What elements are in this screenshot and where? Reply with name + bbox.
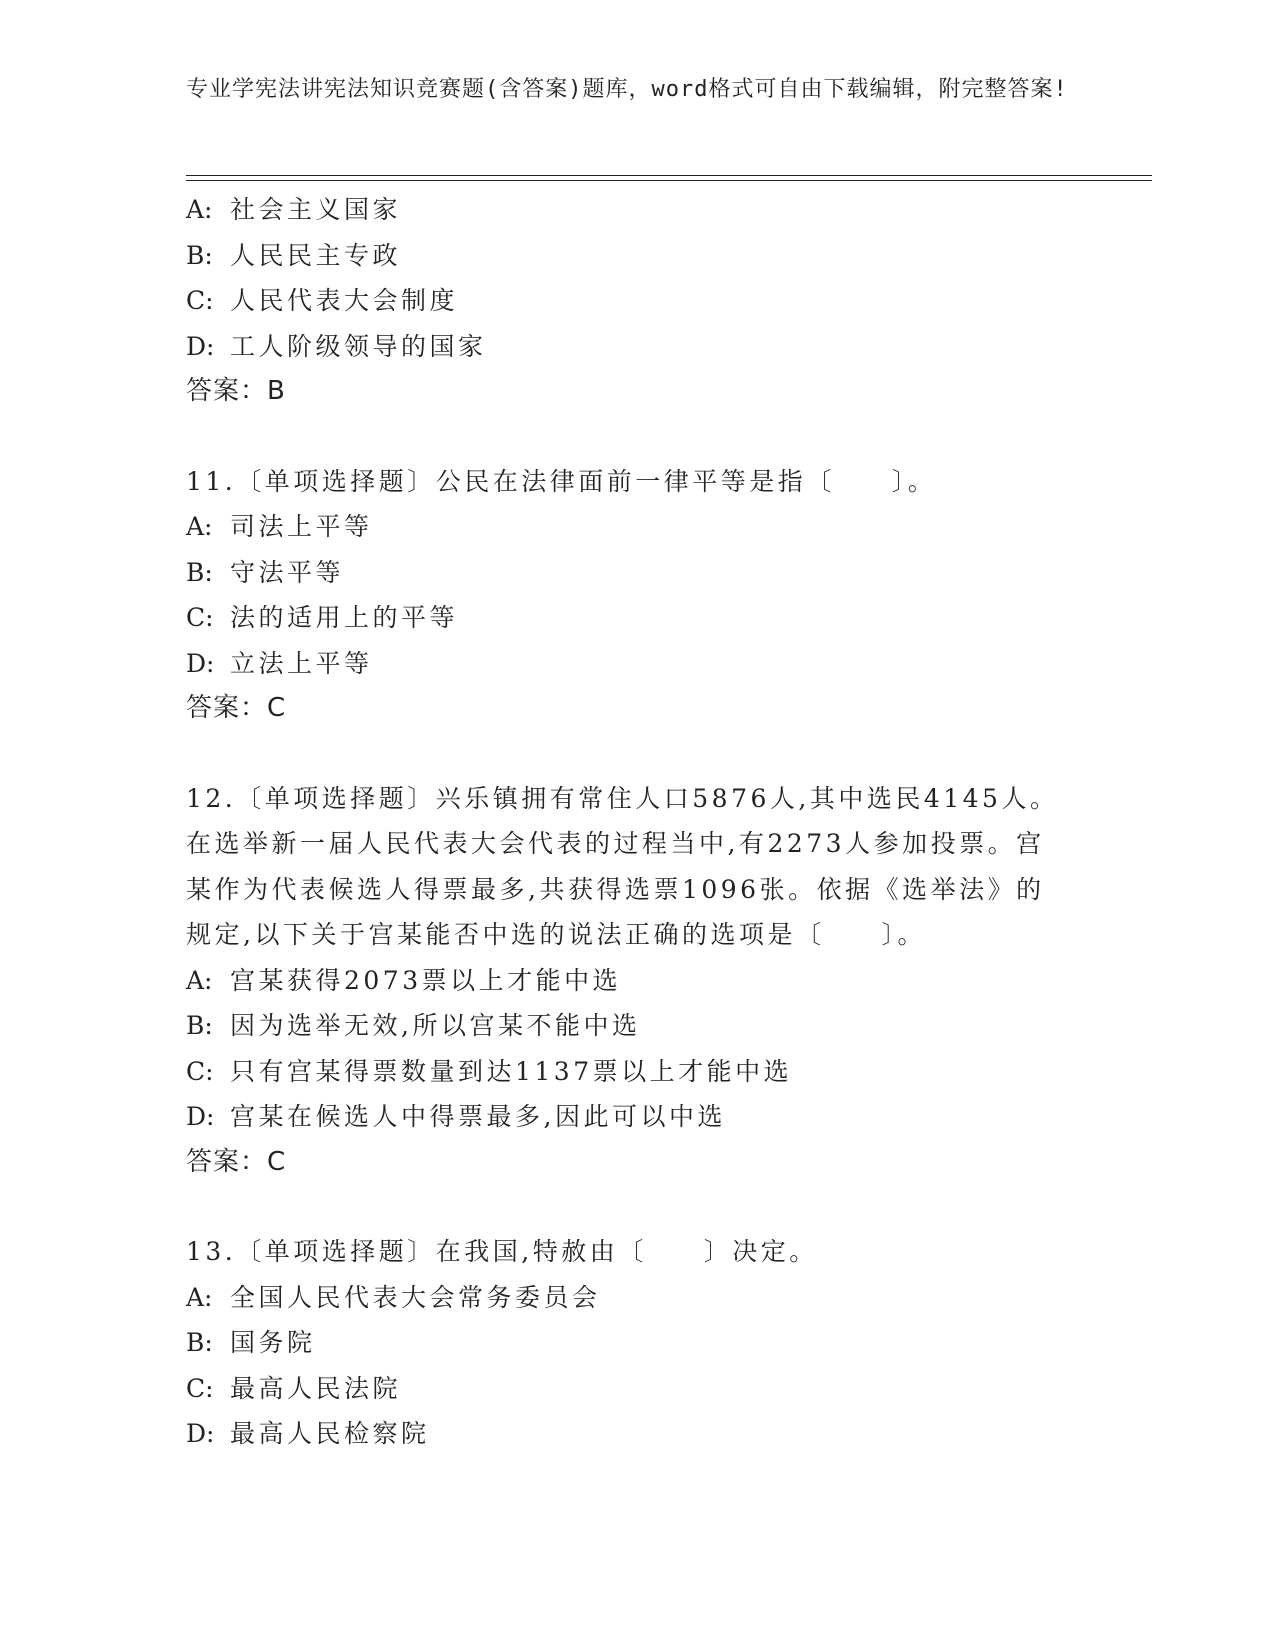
option-b <box>186 1320 1086 1366</box>
option-text: 只有宫某得票数量到达1137票以上才能中选 <box>230 1056 793 1086</box>
answer-line: 答案：B <box>186 376 286 406</box>
header-divider-top <box>186 175 1152 176</box>
option-d <box>186 1411 1086 1457</box>
option-a <box>186 504 1086 550</box>
option-c <box>186 278 1086 324</box>
option-text: 法的适用上的平等 <box>230 603 459 632</box>
option-text: 因为选举无效,所以宫某不能中选 <box>230 1011 641 1040</box>
option-text: 国务院 <box>230 1328 316 1357</box>
option-b <box>186 1003 1086 1049</box>
question-stem-line: 12.〔单项选择题〕兴乐镇拥有常住人口5876人,其中选民4145人。 <box>186 783 1059 813</box>
option-d <box>186 324 1086 370</box>
option-b <box>186 233 1086 279</box>
option-letter: D: <box>186 648 215 678</box>
option-c <box>186 1049 1086 1095</box>
spacer <box>186 732 1086 776</box>
answer-line: 答案：C <box>186 693 287 723</box>
document-header: 专业学宪法讲宪法知识竞赛题(含答案)题库，word格式可自由下载编辑，附完整答案! <box>186 77 1068 102</box>
option-d <box>186 641 1086 687</box>
option-text: 立法上平等 <box>230 648 373 678</box>
answer-line: 答案：C <box>186 1146 287 1177</box>
question-13 <box>186 1229 1086 1457</box>
question-stem: 13.〔单项选择题〕在我国,特赦由〔 〕决定。 <box>186 1237 818 1266</box>
option-letter: D: <box>186 1102 215 1131</box>
option-letter: A: <box>186 1282 213 1312</box>
question-11 <box>186 459 1086 732</box>
option-a <box>186 1275 1086 1321</box>
option-letter: C: <box>186 286 214 315</box>
spacer <box>186 1185 1086 1229</box>
option-letter: D: <box>186 331 215 361</box>
question-10 <box>186 187 1086 415</box>
option-text: 人民民主专政 <box>230 240 402 270</box>
option-text: 最高人民检察院 <box>230 1419 430 1448</box>
option-text: 全国人民代表大会常务委员会 <box>230 1282 601 1312</box>
option-a <box>186 958 1086 1004</box>
option-a <box>186 187 1086 233</box>
option-letter: A: <box>186 512 213 541</box>
option-c <box>186 1366 1086 1412</box>
option-letter: A: <box>186 965 213 995</box>
option-letter: B: <box>186 240 213 270</box>
option-letter: B: <box>186 1328 213 1357</box>
question-12 <box>186 776 1086 1186</box>
option-text: 守法平等 <box>230 557 345 587</box>
spacer <box>186 415 1086 459</box>
option-letter: C: <box>186 1056 214 1086</box>
option-letter: B: <box>186 1011 213 1040</box>
option-d <box>186 1094 1086 1140</box>
option-letter: A: <box>186 195 213 224</box>
option-c <box>186 595 1086 641</box>
option-letter: C: <box>186 1373 214 1403</box>
option-letter: C: <box>186 603 214 632</box>
option-text: 司法上平等 <box>230 512 373 541</box>
question-stem-line: 某作为代表候选人得票最多,共获得选票1096张。依据《选举法》的 <box>186 874 1045 904</box>
question-stem: 11.〔单项选择题〕公民在法律面前一律平等是指〔 〕。 <box>186 466 937 496</box>
option-text: 社会主义国家 <box>230 195 402 224</box>
header-divider-bottom <box>186 180 1152 181</box>
option-text: 工人阶级领导的国家 <box>230 331 487 361</box>
option-letter: B: <box>186 557 213 587</box>
option-b <box>186 550 1086 596</box>
question-stem-line: 在选举新一届人民代表大会代表的过程当中,有2273人参加投票。宫 <box>186 829 1045 858</box>
option-text: 人民代表大会制度 <box>230 286 459 315</box>
option-text: 最高人民法院 <box>230 1373 402 1403</box>
option-text: 宫某获得2073票以上才能中选 <box>230 965 622 995</box>
question-stem-line: 规定,以下关于宫某能否中选的说法正确的选项是〔 〕。 <box>186 920 926 949</box>
option-text: 宫某在候选人中得票最多,因此可以中选 <box>230 1102 726 1131</box>
question-list <box>186 187 1086 1457</box>
option-letter: D: <box>186 1419 215 1448</box>
